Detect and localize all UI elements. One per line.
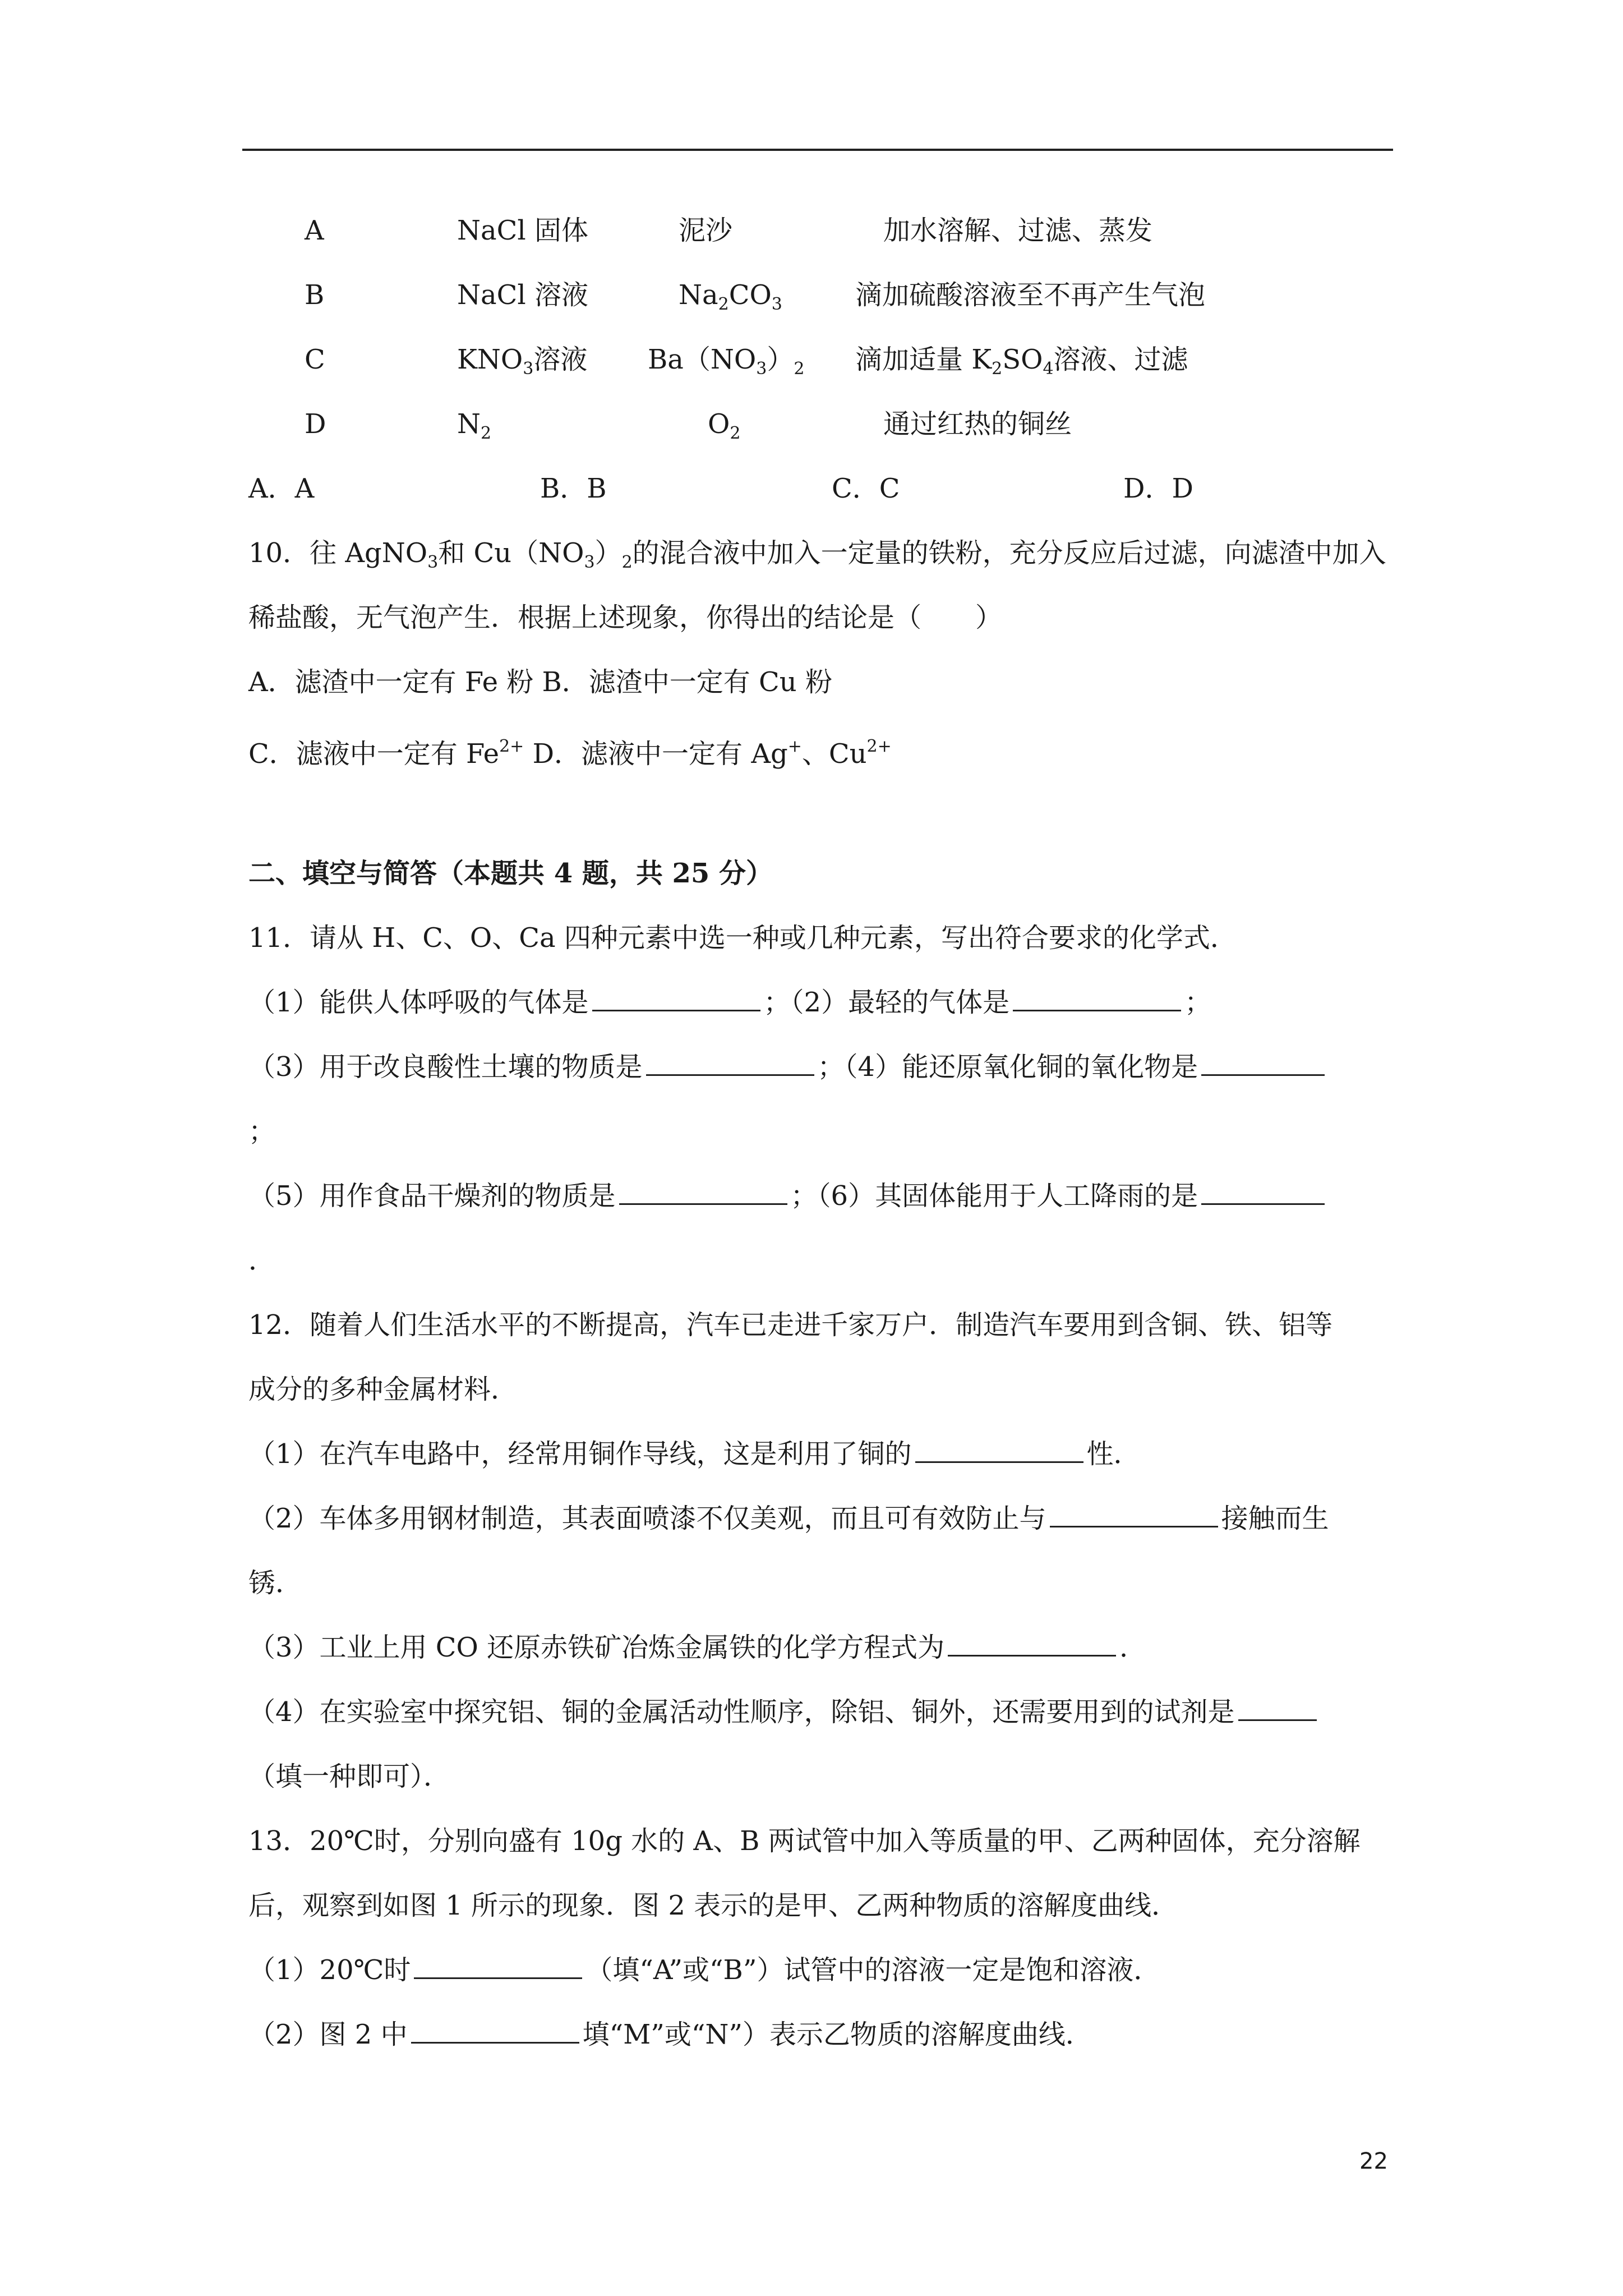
section-2-title: 二、填空与简答（本题共 4 题，共 25 分）: [248, 858, 773, 889]
q11-part-5-6: （5）用作食品干燥剂的物质是 ；（6）其固体能用于人工降雨的是: [248, 1179, 1328, 1213]
answer-blank[interactable]: [1013, 987, 1181, 1011]
q13-stem-line1: 13．20℃时，分别向盛有 10g 水的 A、B 两试管中加入等质量的甲、乙两种固体，充分溶解: [248, 1825, 1361, 1857]
q12-stem-line1: 12．随着人们生活水平的不断提高，汽车已走进千家万户．制造汽车要用到含铜、铁、铝等: [248, 1309, 1333, 1341]
row-b-impurity: $Na_2CO_3$: [679, 279, 782, 314]
answer-blank[interactable]: [1050, 1503, 1218, 1527]
answer-blank[interactable]: [1201, 1181, 1325, 1205]
row-d-substance: $N_2$: [457, 408, 492, 443]
answer-blank[interactable]: [1238, 1697, 1317, 1721]
answer-blank[interactable]: [646, 1052, 814, 1076]
page-number: 22: [1359, 2148, 1388, 2174]
q9-option-b: B．B: [540, 473, 607, 504]
row-a-method: 加水溶解、过滤、蒸发: [883, 215, 1153, 246]
q13-part-1: （1）20℃时 （填“A”或“B”）试管中的溶液一定是饱和溶液．: [248, 1954, 1161, 1986]
q12-part-1: （1）在汽车电路中，经常用铜作导线，这是利用了铜的 性．: [248, 1438, 1141, 1470]
q12-part-2: （2）车体多用钢材制造，其表面喷漆不仅美观，而且可有效防止与 接触而生: [248, 1503, 1329, 1534]
row-c-impurity: $Ba(NO_3)_2$: [648, 344, 805, 379]
row-c-method: 滴加适量 $K_2SO_4$溶液、过滤: [855, 344, 1188, 379]
row-b-substance: NaCl 溶液: [457, 279, 588, 311]
answer-blank[interactable]: [592, 987, 760, 1011]
row-d-label: D: [305, 408, 326, 440]
q11-part-3-4: （3）用于改良酸性土壤的物质是 ；（4）能还原氧化铜的氧化物是: [248, 1050, 1328, 1084]
answer-blank[interactable]: [1201, 1052, 1325, 1076]
header-rule: [242, 149, 1393, 151]
row-a-label: A: [305, 215, 324, 246]
answer-blank[interactable]: [414, 1955, 582, 1979]
q9-option-c: C．C: [832, 473, 900, 504]
row-c-label: C: [305, 344, 325, 375]
answer-blank[interactable]: [915, 1439, 1083, 1463]
row-a-substance: NaCl 固体: [457, 215, 588, 246]
row-a-impurity: 泥沙: [679, 215, 733, 246]
q12-part-4: （4）在实验室中探究铝、铜的金属活动性顺序，除铝、铜外，还需要用到的试剂是: [248, 1695, 1320, 1729]
q12-part-2-tail: 锈．: [248, 1567, 303, 1599]
row-c-substance: $KNO_3$溶液: [457, 344, 588, 379]
q10-stem-line1: 10．往 AgNO$_3$和 $Cu(NO_3)_2$的混合液中加入一定量的铁粉，充分反应后过滤，向滤渣中加入: [248, 537, 1386, 572]
q10-options-ab: A．滤渣中一定有 Fe 粉 B．滤渣中一定有 Cu 粉: [248, 666, 832, 698]
q12-part-3: （3）工业上用 CO 还原赤铁矿冶炼金属铁的化学方程式为 ．: [248, 1632, 1147, 1663]
q12-stem-line2: 成分的多种金属材料．: [248, 1374, 518, 1405]
q13-part-2: （2）图 2 中 填“M”或“N”）表示乙物质的溶解度曲线．: [248, 2019, 1092, 2050]
row-b-label: B: [305, 279, 325, 311]
q9-option-d: D．D: [1123, 473, 1193, 504]
q12-part-4-tail: （填一种即可）．: [248, 1761, 451, 1792]
row-d-impurity: $O_2$: [708, 408, 741, 443]
q11-part-1-2: （1）能供人体呼吸的气体是 ；（2）最轻的气体是 ；: [248, 987, 1212, 1018]
answer-blank[interactable]: [411, 2019, 579, 2044]
row-b-method: 滴加硫酸溶液至不再产生气泡: [855, 279, 1206, 311]
q9-option-a: A．A: [248, 473, 315, 504]
q10-stem-line2: 稀盐酸，无气泡产生．根据上述现象，你得出的结论是（ ）: [248, 602, 1003, 633]
q11-stem: 11．请从 H、C、O、Ca 四种元素中选一种或几种元素，写出符合要求的化学式．: [248, 922, 1237, 954]
answer-blank[interactable]: [948, 1632, 1116, 1657]
row-d-method: 通过红热的铜丝: [883, 408, 1072, 440]
q13-stem-line2: 后，观察到如图 1 所示的现象．图 2 表示的是甲、乙两种物质的溶解度曲线．: [248, 1890, 1179, 1921]
q11-part-6-tail: ．: [248, 1245, 276, 1276]
q10-options-cd: C．滤液中一定有 $Fe^{2+}$ D．滤液中一定有 Ag+、$Cu^{2+}$: [248, 737, 892, 770]
answer-blank[interactable]: [619, 1181, 787, 1205]
q11-part-4-tail: ；: [248, 1116, 276, 1147]
